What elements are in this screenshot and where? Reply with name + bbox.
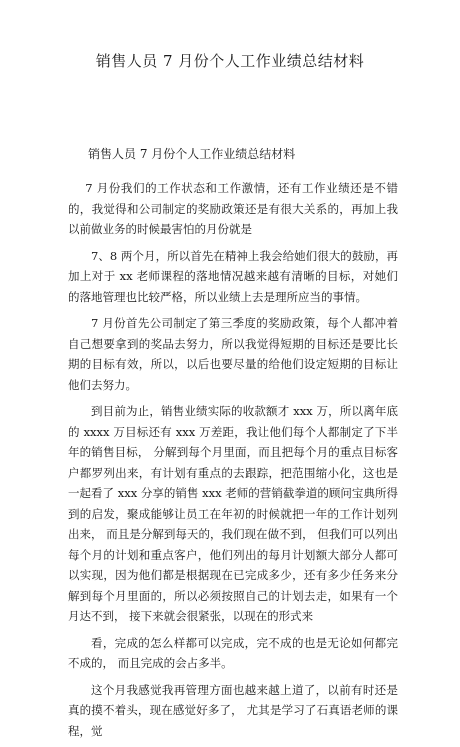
document-subtitle: 销售人员 7 月份个人工作业绩总结材料 [88,147,296,161]
paragraph-2: 7、8 两个月，所以首先在精神上我会给她们很大的鼓励，再加上对于 xx 老师课程的落地情况越来越有清晰的目标，对她们的落地管理也比较严格，所以业绩上去是理所应当的事情。 [68,248,398,304]
document-title: 销售人员 7 月份个人工作业绩总结材料 [95,52,365,70]
paragraph-6: 这个月我感觉我再管理方面也越来越上道了，以前有时还是真的摸不着头，现在感觉好多了， 尤其是学习了石真语老师的课程，觉 [68,682,398,738]
paragraph-5: 看，完成的怎么样都可以完成，完不成的也是无论如何都完不成的， 而且完成的会占多半。 [68,635,398,670]
paragraph-4: 到目前为止，销售业绩实际的收款额才 xxx 万，所以离年底的 xxxx 万目标还有 xxx 万差距，我让他们每个人都制定了下半年的销售目标， 分解到每个月里面，而且把每个月的重点目标客户都罗列出来，有计划有重点的去跟踪，把范围缩小化，这也是一起看了 xxx 分享的销售 xxx 老师的营销截拳道的顾问宝典所得到的启发，聚成能够让员工在年初的时候就把一年的工作计划列出来， 而且是分解到每天的，我们现在做不到， 但我们可以列出每个月的计划和重点客户，他们列出的每月计划额大部分人都可以实现，因为他们都是根据现在已完成多少，还有多少任务来分解到每个月里面的，所以必须按照自己的计划去走，如果有一个月达不到， 接下来就会很紧张，以现在的形式来 [68,404,398,623]
paragraph-1: 7 月份我们的工作状态和工作激情，还有工作业绩还是不错的，我觉得和公司制定的奖励政策还是有很大关系的，再加上我以前做业务的时候最害怕的月份就是 [68,181,398,236]
paragraph-3: 7 月份首先公司制定了第三季度的奖励政策，每个人都冲着自己想要拿到的奖品去努力，所以我觉得短期的目标还是要比长期的目标有效，所以，以后也要尽量的给他们设定短期的目标让他们去努力。 [68,316,398,392]
document-body [68,178,398,747]
